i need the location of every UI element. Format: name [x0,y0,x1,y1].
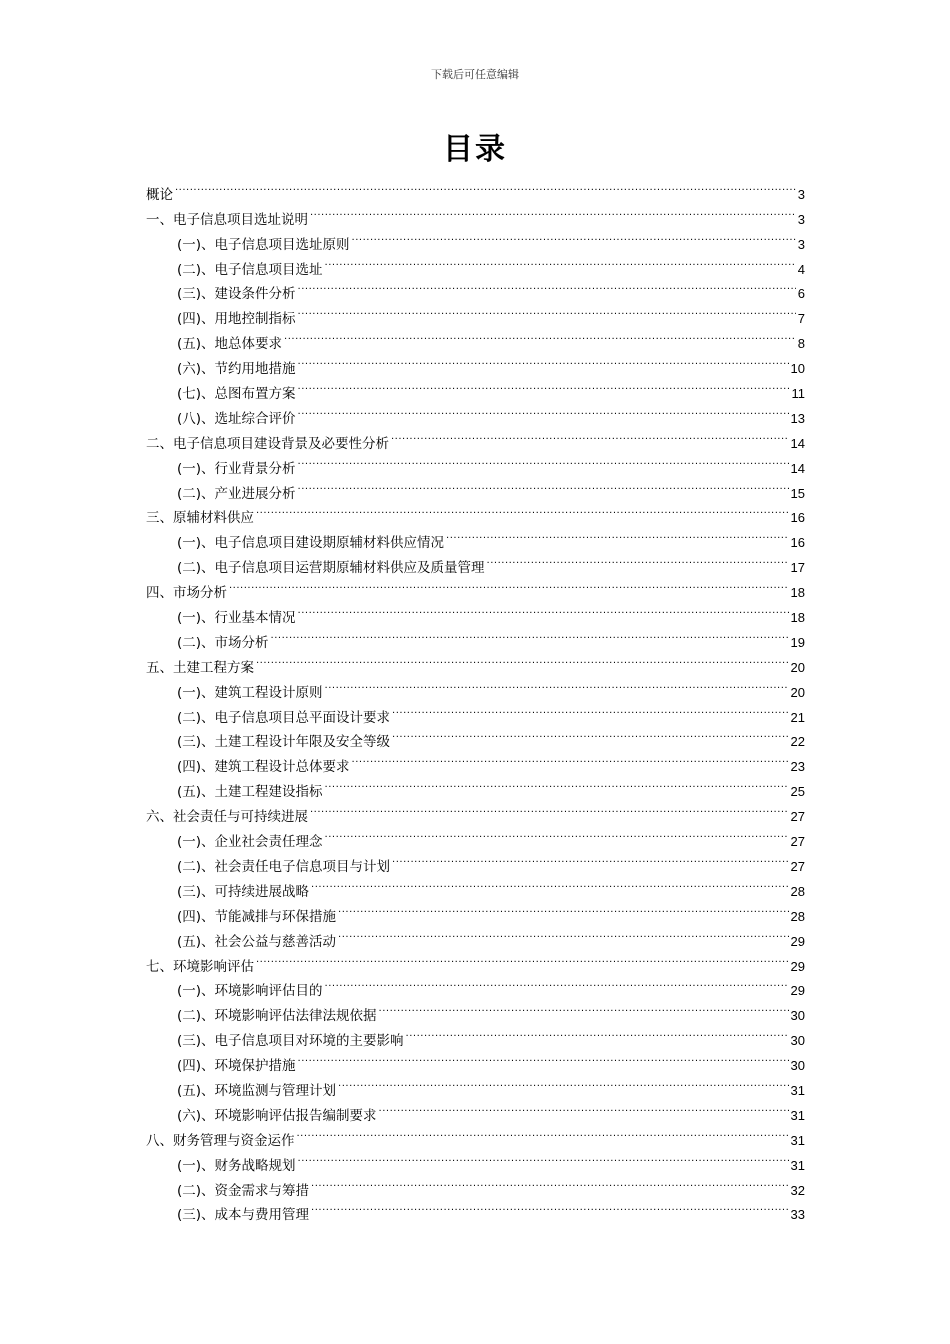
dot-leader [298,348,789,373]
toc-entry-label: 一、电子信息项目选址说明 [146,211,308,228]
dot-leader [297,1120,789,1145]
dot-leader [298,373,790,398]
toc-entry-label: (六)、节约用地措施 [177,361,296,378]
dot-leader [392,722,788,747]
dot-leader [298,597,789,622]
toc-entry-page-number: 4 [797,261,805,277]
dot-leader [284,323,796,348]
toc-entry-page-number: 29 [790,933,805,949]
toc-entry-label: (一)、财务战略规划 [177,1157,296,1174]
toc-entry-label: (二)、市场分析 [177,634,269,651]
toc-entry-label: (二)、社会责任电子信息项目与计划 [177,858,391,875]
dot-leader [298,473,789,498]
toc-entry-label: (二)、环境影响评估法律法规依据 [177,1008,377,1025]
dot-leader [338,1070,788,1095]
toc-entry-label: 五、土建工程方案 [146,659,254,676]
toc-entry-label: (二)、电子信息项目选址 [177,261,323,278]
dot-leader [298,298,796,323]
toc-entry-page-number: 7 [797,311,805,327]
toc-entry-page-number: 18 [790,610,805,626]
toc-entry-page-number: 18 [790,585,805,601]
toc-entry-page-number: 30 [790,1033,805,1049]
toc-entry-label: (一)、行业背景分析 [177,460,296,477]
toc-entry-page-number: 30 [790,1008,805,1024]
toc-entry-label: (三)、土建工程设计年限及安全等级 [177,734,391,751]
toc-entry-label: (二)、电子信息项目总平面设计要求 [177,709,391,726]
toc-entry-label: (七)、总图布置方案 [177,386,296,403]
toc-entry-label: 八、财务管理与资金运作 [146,1132,295,1149]
dot-leader [392,846,788,871]
toc-entry[interactable] [146,174,805,203]
dot-leader [338,921,788,946]
dot-leader [298,398,789,423]
toc-title: 目录 [443,132,507,167]
toc-entry-label: (二)、资金需求与筹措 [177,1182,310,1199]
toc-entry-label: (三)、电子信息项目对环境的主要影响 [177,1033,404,1050]
dot-leader [256,946,789,971]
toc-entry-page-number: 31 [790,1132,805,1148]
toc-entry-page-number: 29 [790,983,805,999]
toc-entry-page-number: 8 [797,336,805,352]
toc-entry-page-number: 30 [790,1058,805,1074]
toc-entry-label: (五)、环境监测与管理计划 [177,1082,337,1099]
toc-entry-label: (四)、建筑工程设计总体要求 [177,759,350,776]
dot-leader [406,1020,789,1045]
dot-leader [298,274,796,299]
toc-entry-page-number: 27 [790,834,805,850]
dot-leader [325,771,789,796]
dot-leader [311,871,788,896]
toc-entry-label: (八)、选址综合评价 [177,410,296,427]
dot-leader [311,1195,788,1220]
toc-entry-label: (六)、环境影响评估报告编制要求 [177,1107,377,1124]
toc-entry-label: 六、社会责任与可持续进展 [146,809,308,826]
toc-entry-label: 概论 [146,186,173,203]
toc-entry-page-number: 20 [790,659,805,675]
toc-entry-label: (二)、电子信息项目运营期原辅材料供应及质量管理 [177,560,485,577]
toc-entry-page-number: 20 [790,684,805,700]
toc-entry-label: (三)、成本与费用管理 [177,1207,310,1224]
toc-entry-label: (二)、产业进展分析 [177,485,296,502]
toc-entry-page-number: 19 [790,634,805,650]
dot-leader [271,622,789,647]
toc-entry-label: (一)、电子信息项目选址原则 [177,236,350,253]
toc-entry-page-number: 32 [790,1182,805,1198]
toc-entry-label: (一)、环境影响评估目的 [177,983,323,1000]
toc-entry-page-number: 31 [790,1082,805,1098]
toc-entry-page-number: 33 [790,1207,805,1223]
toc-entry-label: (五)、土建工程建设指标 [177,784,323,801]
toc-entry-page-number: 17 [790,560,805,576]
dot-leader [392,697,788,722]
toc-entry[interactable] [146,199,805,228]
toc-entry-label: (五)、社会公益与慈善活动 [177,933,337,950]
dot-leader [325,672,789,697]
header-note: 下载后可任意编辑 [431,68,519,81]
toc-entry-page-number: 14 [790,435,805,451]
dot-leader [175,174,796,199]
toc-entry-label: (一)、企业社会责任理念 [177,834,323,851]
toc-entry-label: (一)、建筑工程设计原则 [177,684,323,701]
toc-entry-page-number: 13 [790,410,805,426]
dot-leader [298,1145,789,1170]
toc-entry-page-number: 11 [791,386,805,402]
dot-leader [229,572,789,597]
toc-entry-page-number: 29 [790,958,805,974]
toc-entry-page-number: 23 [790,759,805,775]
toc-entry-page-number: 15 [790,485,805,501]
dot-leader [487,547,789,572]
toc-entry-page-number: 6 [797,286,805,302]
dot-leader [298,448,789,473]
dot-leader [298,1045,789,1070]
toc-entry-page-number: 14 [790,460,805,476]
toc-entry-label: 三、原辅材料供应 [146,510,254,527]
toc-entry-label: (一)、电子信息项目建设期原辅材料供应情况 [177,535,445,552]
toc-entry-page-number: 31 [790,1157,805,1173]
toc-entry-page-number: 16 [790,535,805,551]
dot-leader [256,498,789,523]
toc-entry-page-number: 27 [790,858,805,874]
toc-entry-page-number: 31 [790,1107,805,1123]
dot-leader [325,249,796,274]
dot-leader [352,224,796,249]
toc-entry-label: (三)、建设条件分析 [177,286,296,303]
dot-leader [310,796,789,821]
toc-entry-label: (三)、可持续进展战略 [177,883,310,900]
toc-entry-page-number: 28 [790,883,805,899]
dot-leader [325,821,789,846]
dot-leader [310,199,796,224]
dot-leader [391,423,789,448]
toc-entry-page-number: 28 [790,908,805,924]
dot-leader [338,896,788,921]
toc-entry[interactable] [146,597,805,627]
toc-entry-label: 二、电子信息项目建设背景及必要性分析 [146,435,389,452]
toc-entry-page-number: 25 [790,784,805,800]
toc-entry-page-number: 3 [797,186,805,202]
toc-entry-label: (一)、行业基本情况 [177,610,296,627]
dot-leader [311,1170,788,1195]
toc-entry-page-number: 3 [797,236,805,252]
toc-entry-label: (四)、节能减排与环保措施 [177,908,337,925]
table-of-contents [146,174,805,1224]
toc-entry-label: 七、环境影响评估 [146,958,254,975]
dot-leader [352,746,789,771]
toc-entry[interactable] [146,572,805,602]
toc-entry-page-number: 27 [790,809,805,825]
toc-entry-label: (四)、环境保护措施 [177,1058,296,1075]
toc-entry-page-number: 16 [790,510,805,526]
toc-entry-label: (四)、用地控制指标 [177,311,296,328]
dot-leader [325,971,789,996]
dot-leader [379,1095,789,1120]
dot-leader [379,995,789,1020]
dot-leader [256,647,789,672]
toc-entry-page-number: 10 [790,361,805,377]
toc-entry-page-number: 21 [790,709,805,725]
toc-entry-label: 四、市场分析 [146,585,227,602]
toc-entry-page-number: 22 [790,734,805,750]
toc-entry-page-number: 3 [797,211,805,227]
toc-entry-label: (五)、地总体要求 [177,336,283,353]
dot-leader [446,522,788,547]
